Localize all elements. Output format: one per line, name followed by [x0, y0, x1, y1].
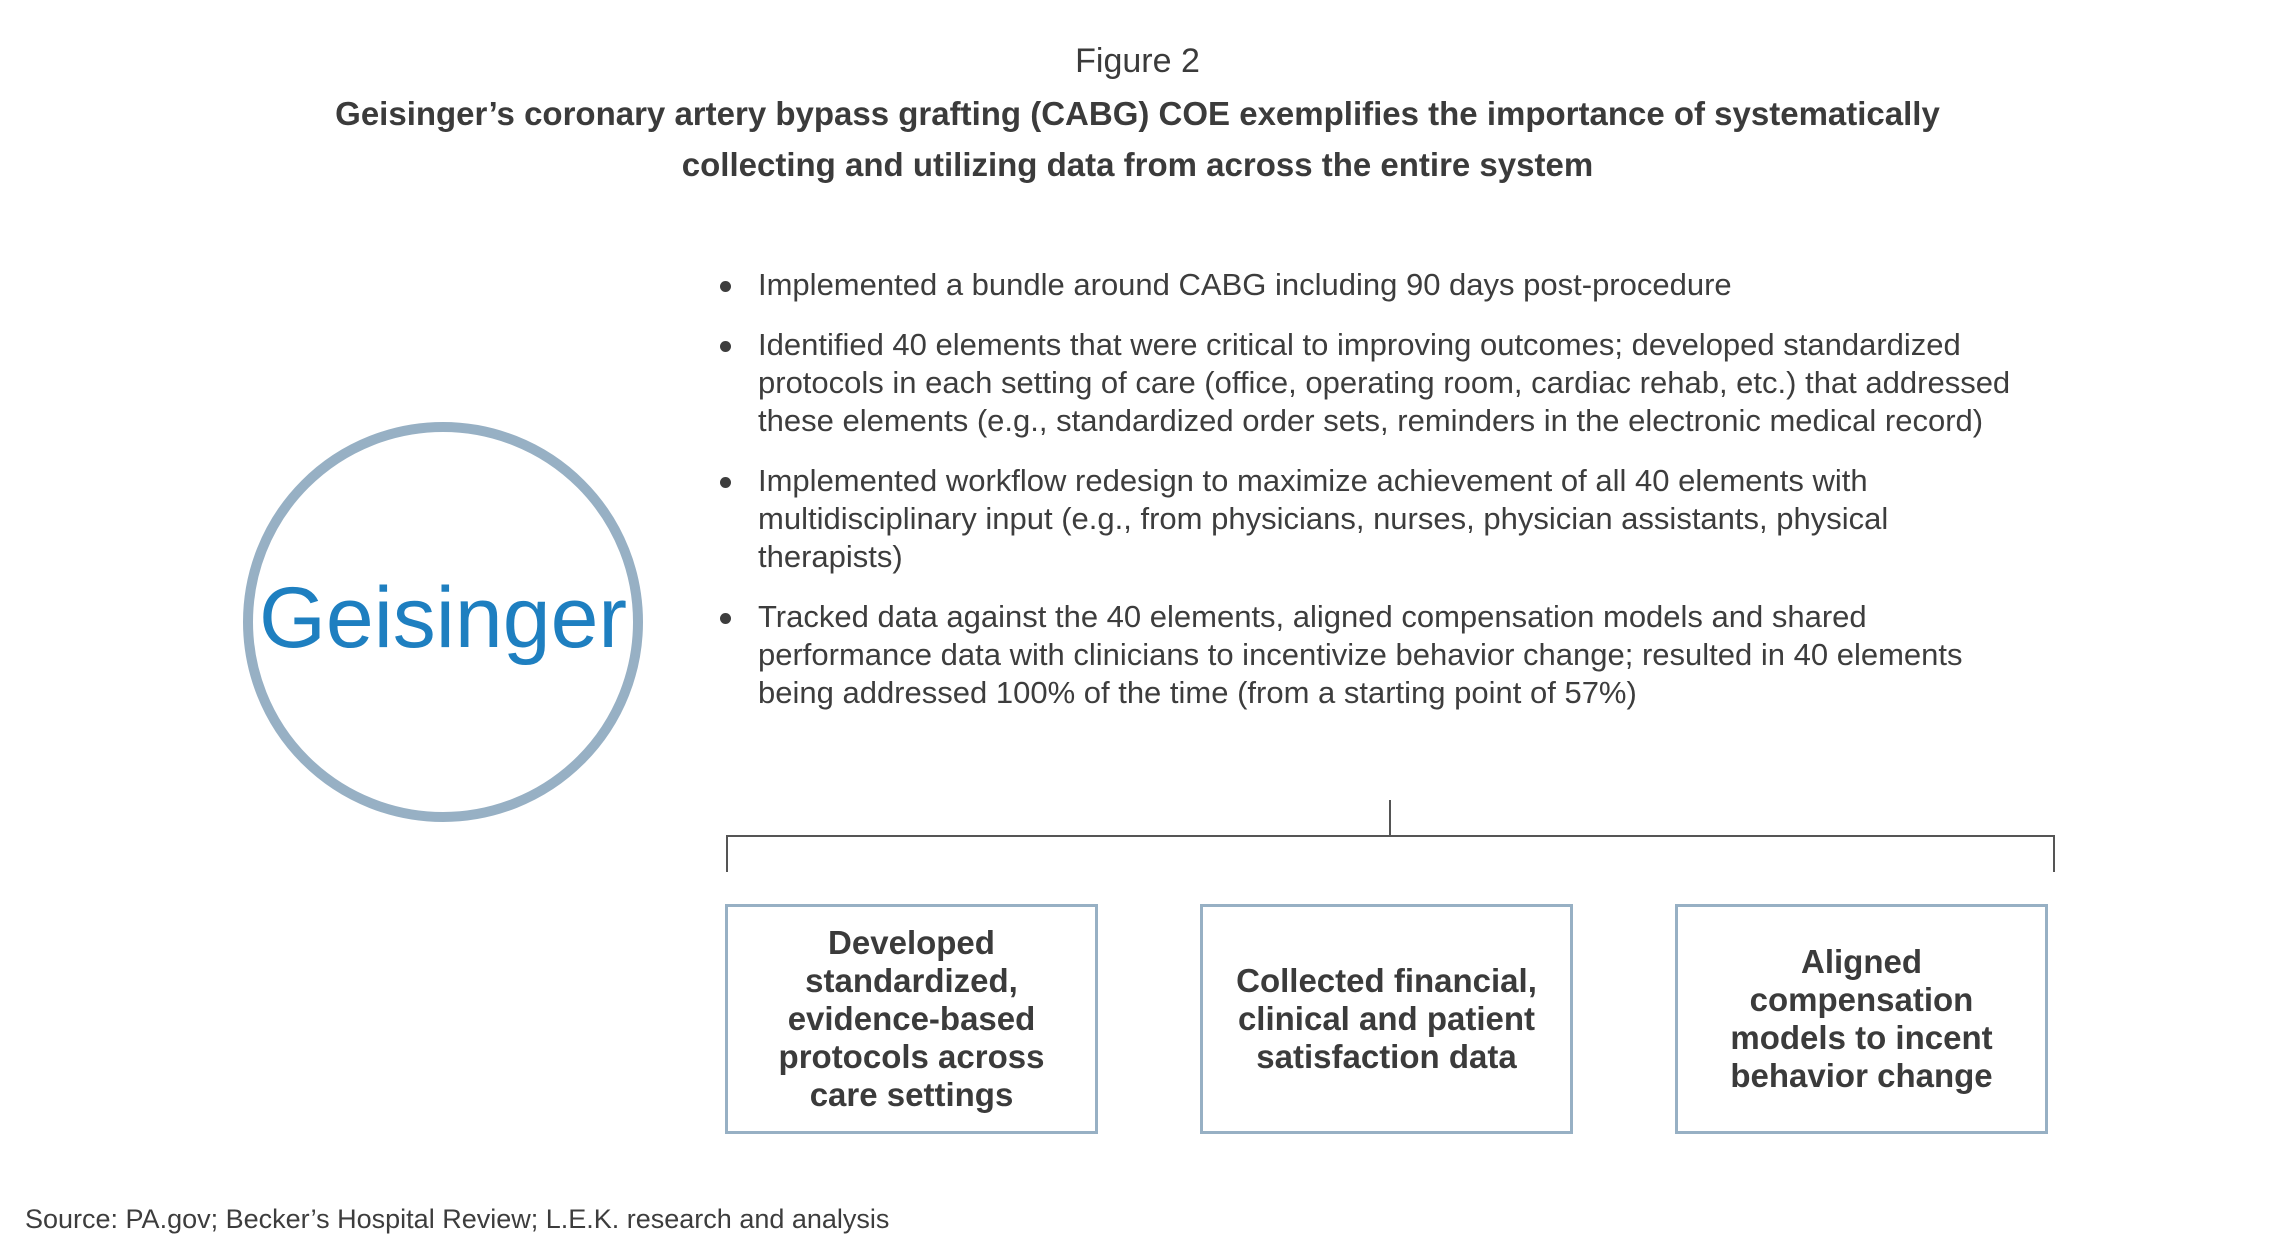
- bullet-text-2: Identified 40 elements that were critical to improving outcomes; developed standardized protocols in each setting of care (office, operating room, cardiac rehab, etc.) that addressed these elements (e.g., standardized order sets, reminders in the electronic medical record): [758, 327, 2011, 438]
- bullet-dot-icon: [720, 341, 731, 352]
- figure-label: Figure 2: [1075, 42, 1200, 80]
- source-note: Source: PA.gov; Becker’s Hospital Review; L.E.K. research and analysis: [25, 1204, 890, 1234]
- bullet-text-4: Tracked data against the 40 elements, aligned compensation models and shared performance data with clinicians to incentivize behavior change; resulted in 40 elements being addressed 100% of the time (from a starting point of 57%): [758, 599, 1963, 710]
- box-text-2: Collected financial, clinical and patient satisfaction data: [1236, 962, 1537, 1075]
- box-collected-data: [1200, 904, 1573, 1134]
- bullet-text-3: Implemented workflow redesign to maximize achievement of all 40 elements with multidisciplinary input (e.g., from physicians, nurses, physician assistants, physical therapists): [758, 463, 1889, 574]
- box-aligned-compensation: [1675, 904, 2048, 1134]
- figure-title: [0, 88, 2275, 190]
- bullet-item-2: [720, 326, 2040, 440]
- bullet-list: [720, 266, 2040, 734]
- geisinger-logo-text: Geisinger: [258, 569, 628, 666]
- geisinger-logo-circle: [243, 422, 643, 822]
- bullet-item-4: [720, 598, 2040, 712]
- bullet-item-1: [720, 266, 2040, 304]
- bullet-dot-icon: [720, 281, 731, 292]
- bullet-text-1: Implemented a bundle around CABG including 90 days post-procedure: [758, 267, 1732, 302]
- bullet-dot-icon: [720, 613, 731, 624]
- box-text-1: Developed standardized, evidence-based protocols across care settings: [778, 924, 1045, 1113]
- bullet-item-3: [720, 462, 2040, 576]
- box-text-3: Aligned compensation models to incent behavior change: [1730, 943, 1993, 1094]
- box-standardized-protocols: [725, 904, 1098, 1134]
- bullet-dot-icon: [720, 477, 731, 488]
- figure-title-line-2: collecting and utilizing data from across the entire system: [681, 146, 1594, 183]
- figure-title-line-1: Geisinger’s coronary artery bypass grafting (CABG) COE exemplifies the importance of systematically: [335, 95, 1940, 132]
